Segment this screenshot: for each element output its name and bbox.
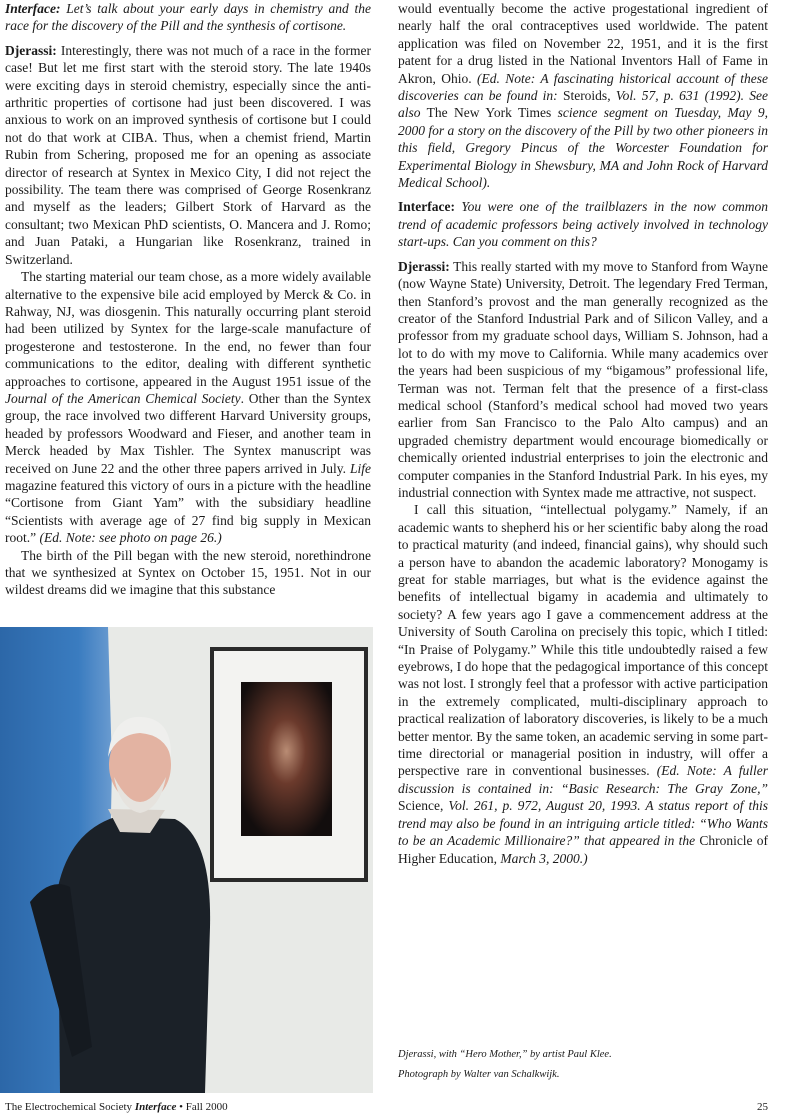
journal-chronicle: Chronicle of Higher Education, — [398, 833, 768, 866]
paragraph-pill: The birth of the Pill began with the new steroid, norethindrone that we synthesized at Syntex on October 15, 1951. Not in our wildest dreams did we imagine that this substance — [5, 547, 371, 598]
question-1-text: Let’s talk about your early days in chemistry and the race for the discovery of the Pill and the synthesis of cortisone. — [5, 1, 371, 34]
question-1: Interface: Let’s talk about your early days in chemistry and the race for the discovery of the Pill and the synthesis of cortisone. — [5, 1, 371, 34]
journal-steroids: Steroids, — [562, 88, 611, 104]
left-column — [5, 0, 371, 599]
speaker-label: Djerassi: — [398, 258, 450, 274]
right-column — [398, 0, 768, 867]
question-2: Interface: You were one of the trailblazers in the now common trend of academic professors being actively involved in technology start-ups. Can you comment on this? — [398, 199, 768, 250]
journal-title: Journal of the American Chemical Society — [5, 390, 241, 406]
journal-science: Science, — [398, 798, 444, 814]
editor-note: (Ed. Note: see photo on page 26.) — [39, 530, 222, 546]
paragraph-diosgenin: The starting material our team chose, as a more widely available alternative to the expensive bile acid employed by Merck & Co. in Rahway, NJ, was diosgenin. This naturally occurring plant steroid had been utilized by Syntex for the large-scale manufacture of progesterone and testosterone. In the end, no fewer than four communications to the editor, dealing with different synthetic approaches to cortisone, appeared in the August 1951 issue of the Journal of the American Chemical Society. Other than the Syntex group, the race involved two different Harvard University groups, headed by professors Woodward and Fieser, and another team in Merck headed by Max Tishler. The Syntex manuscript was received on June 22 and the other three papers arrived in July. Life magazine featured this victory of ours in a picture with the headline “Cortisone from Giant Yam” with the subsidiary headline “Scientists with average age of 27 find big supply in Mexican root.” (Ed. Note: see photo on page 26.) — [5, 269, 371, 546]
photo-credit: Photograph by Walter van Schalkwijk. — [398, 1069, 560, 1080]
magazine-name: Interface — [134, 1101, 177, 1113]
answer-2 — [398, 258, 768, 502]
speaker-label: Djerassi: — [5, 42, 57, 58]
answer-1 — [5, 42, 371, 268]
footer-publication: The Electrochemical Society Interface • Fall 2000 — [5, 1101, 228, 1113]
magazine-title: Life — [349, 460, 371, 476]
photo-djerassi — [0, 627, 373, 1093]
newspaper-title: The New York Times — [426, 105, 552, 121]
question-2-text: You were one of the trailblazers in the now common trend of academic professors being actively involved in technology start-ups. Can you comment on this? — [398, 199, 768, 250]
photo-caption: Djerassi, with “Hero Mother,” by artist Paul Klee. — [398, 1049, 612, 1060]
answer-1-text: Interestingly, there was not much of a race in the former case! But let me first start with the steroid story. The late 1940s were exciting days in steroid chemistry, especially since the anti-arthritic properties of cortisone had just been discovered. I was anxious to work on an improved synthesis of cortisone but I could not do that work at CIBA. Thus, when a chemist friend, Martin Rubin from Schering, proposed me for an opening as associate director of research at Syntex in Mexico City, I did not reject the possibility. The team there was comprised of George Rosenkranz and myself as the leaders; Gilbert Stork of Harvard as the consultant; two Mexican PhD scientists, O. Mancera and J. Romo; and Juan Pataki, a Hungarian like Rosenkranz, trained in Switzerland. — [5, 42, 372, 267]
answer-2-text: This really started with my move to Stanford from Wayne (now Wayne State) University, Detroit. The legendary Fred Terman, then Stanford’s provost and the man generally recognized as the creator of the Stanford Industrial Park and of Silicon Valley, and a professor from my graduate school days, William S. Johnson, had a lot to do with my move to California. While many academics over the years had been suspicious of my “bigamous” professional life, Terman was not. Terman felt that the presence of a first-class medical school (Stanford’s medical school had moved two years earlier from San Francisco to the Palo Alto campus) and an upgraded chemistry department would encourage biomedically or chemically oriented industrial enterprises to join the electronic and computer companies in the Stanford Industrial Park. In his eyes, my industrial connection with Syntex made me attractive, not suspect. — [398, 258, 768, 500]
page-number: 25 — [757, 1101, 768, 1113]
photo-illustration — [0, 627, 373, 1093]
paragraph-polygamy: I call this situation, “intellectual polygamy.” Namely, if an academic wants to shepherd his or her scientific baby along the road to practical maturity (and indeed, financial gains), why should such a person have to abandon the academic laboratory? Monogamy is great for stable marriages, but what is the evidence against the benefits of intellectual bigamy in academia and ultimately to society? A few years ago I gave a commencement address at the University of South Carolina on precisely this topic, which I titled: “In Praise of Polygamy.” While this title undoubtedly raised a few eyebrows, I do hope that the pedagogical importance of this concept was not lost. I strongly feel that a professor with active participation in the extremely complicated, multi-disciplinary approach to practical realization of laboratory discoveries, is likely to be a much better mentor. By the same token, an academic serving in some part-time directorial or managerial position in industry, will offer a perspective rare in conventional businesses. (Ed. Note: A fuller discussion is contained in: “Basic Research: The Gray Zone,” Science, Vol. 261, p. 972, August 20, 1993. A status report of this trend may also be found in an intriguing article titled: “Who Wants to be an Academic Millionaire?” that appeared in the Chronicle of Higher Education, March 3, 2000.) — [398, 502, 769, 866]
paragraph-patent: would eventually become the active progestational ingredient of nearly half the oral contraceptives used worldwide. The patent application was filed on November 22, 1951, and it is the first patent for a drug listed in the National Inventors Hall of Fame in Akron, Ohio. (Ed. Note: A fascinating historical account of these discoveries can be found in: Steroids, Vol. 57, p. 631 (1992). See also The New York Times science segment on Tuesday, May 9, 2000 for a story on the discovery of the Pill by two other pioneers in this field, Gregory Pincus of the Worcester Foundation for Experimental Biology in Shewsbury, MA and John Rock of Harvard Medical School). — [398, 1, 769, 191]
